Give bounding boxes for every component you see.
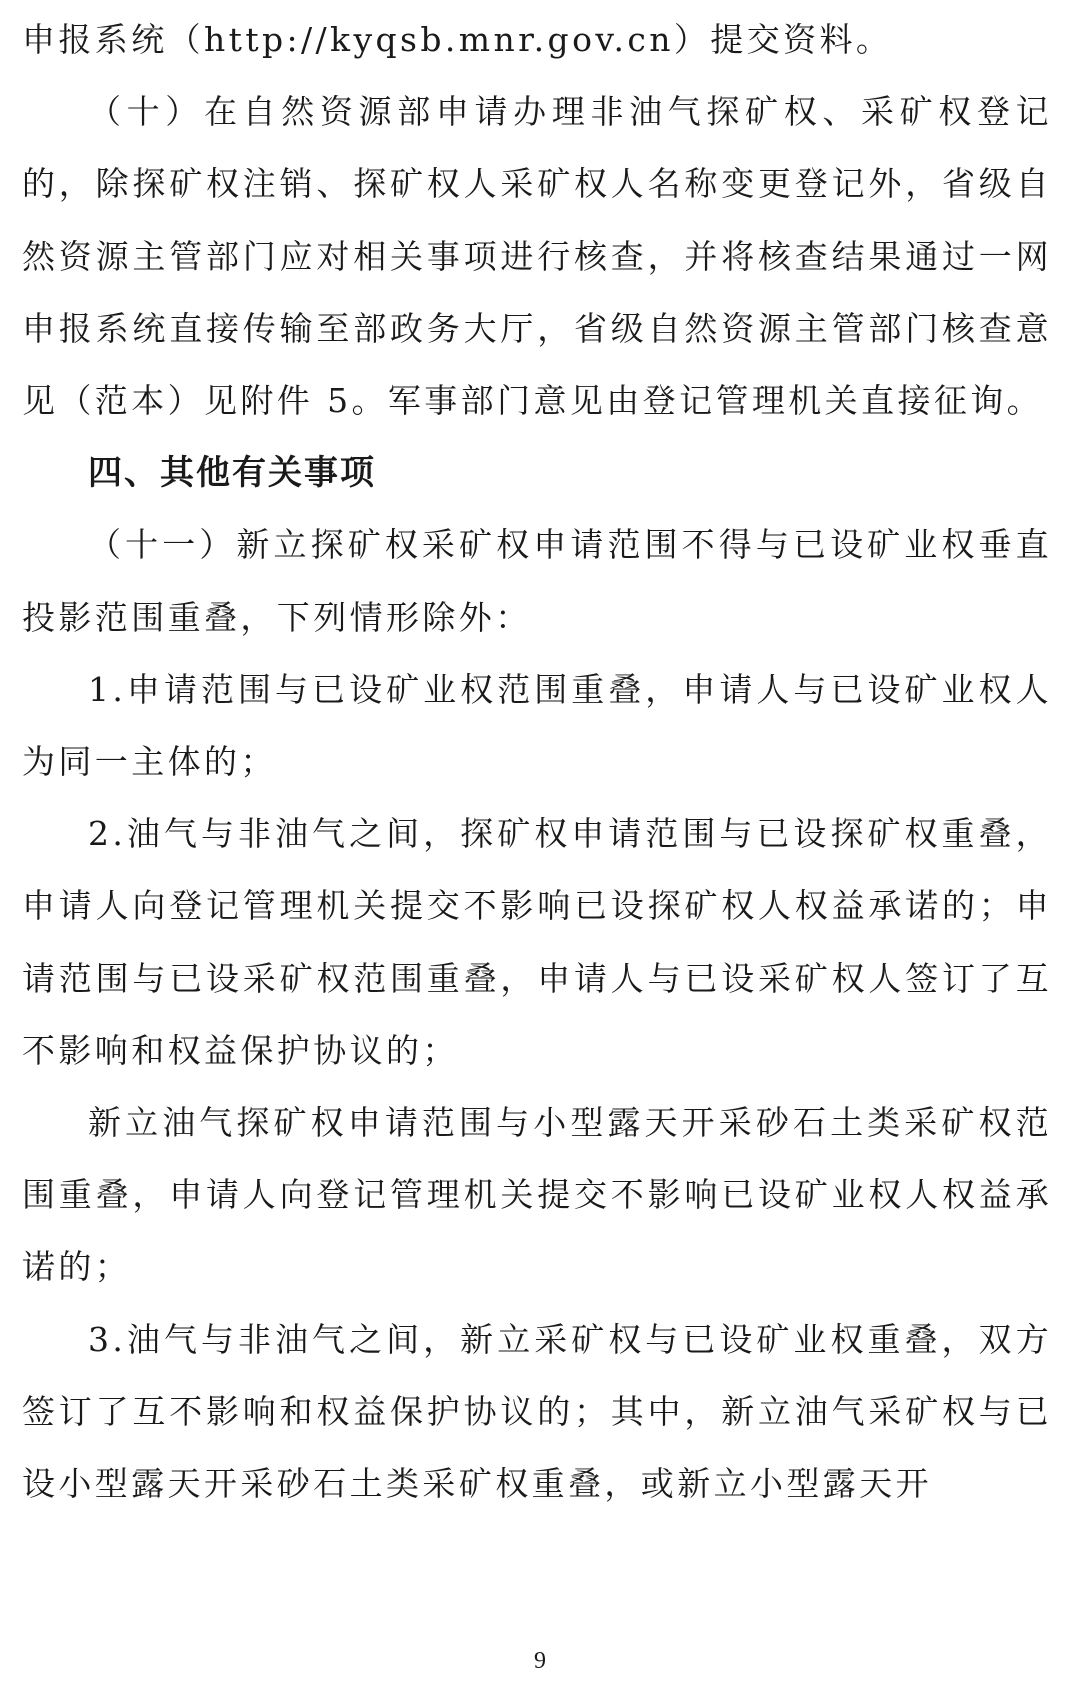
paragraph-case-2-oil-gas: 新立油气探矿权申请范围与小型露天开采砂石土类采矿权范围重叠，申请人向登记管理机关提交不影响已设矿业权人权益承诺的； bbox=[22, 1103, 1052, 1287]
document-body bbox=[22, 4, 1052, 1520]
paragraph-case-3: 3.油气与非油气之间，新立采矿权与已设矿业权重叠，双方签订了互不影响和权益保护协议的；其中，新立油气采矿权与已设小型露天开采砂石土类采矿权重叠，或新立小型露天开 bbox=[22, 1319, 1052, 1504]
paragraph-item-11: （十一）新立探矿权采矿权申请范围不得与已设矿业权垂直投影范围重叠，下列情形除外： bbox=[22, 525, 1052, 637]
section-heading-4: 四、其他有关事项 bbox=[88, 453, 376, 494]
paragraph-case-2: 2.油气与非油气之间，探矿权申请范围与已设探矿权重叠，申请人向登记管理机关提交不影响已设探矿权人权益承诺的；申请范围与已设采矿权范围重叠，申请人与已设采矿权人签订了互不影响和权益保护协议的； bbox=[22, 814, 1052, 1070]
paragraph-continuation: 申报系统（http://kyqsb.mnr.gov.cn）提交资料。 bbox=[22, 20, 893, 59]
page-number: 9 bbox=[534, 1648, 546, 1674]
paragraph-case-1: 1.申请范围与已设矿业权范围重叠，申请人与已设矿业权人为同一主体的； bbox=[22, 669, 1052, 782]
paragraph-item-10: （十）在自然资源部申请办理非油气探矿权、采矿权登记的，除探矿权注销、探矿权人采矿权人名称变更登记外，省级自然资源主管部门应对相关事项进行核查，并将核查结果通过一网申报系统直接传输至部政务大厅，省级自然资源主管部门核查意见（范本）见附件 5。军事部门意见由登记管理机关直接征询。 bbox=[22, 92, 1052, 421]
